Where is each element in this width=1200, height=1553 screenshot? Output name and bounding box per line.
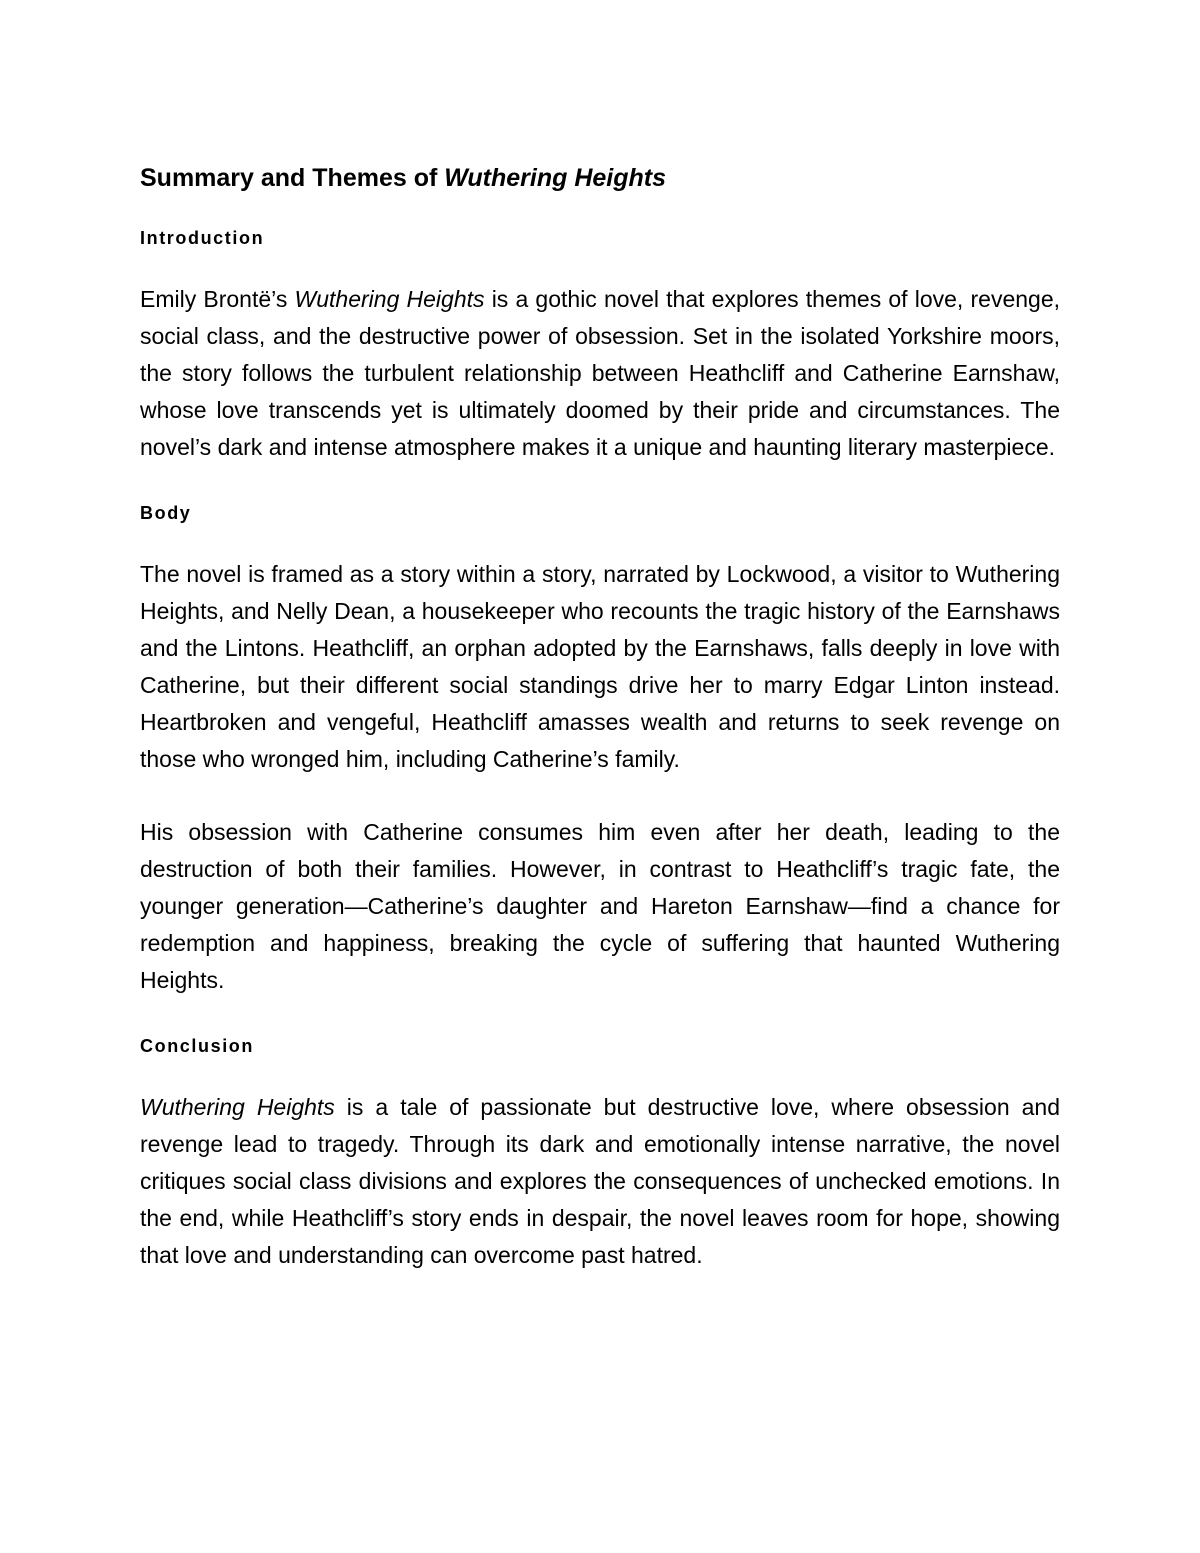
title-work-italic: Wuthering Heights: [444, 164, 667, 192]
section-heading-introduction: Introduction: [140, 228, 265, 248]
paragraph-text: is a gothic novel that explores themes of love, revenge, social class, and the destructive power of obsession. Set in the isolated Yorkshire moors, the story follows the turbulent relationship between Heathcliff and Catherine Earnshaw, whose love transcends yet is ultimately doomed by their pride and circumstances. The novel’s dark and intense atmosphere makes it a unique and haunting literary masterpiece.: [140, 286, 1060, 460]
title-text: Summary and Themes of: [140, 164, 445, 192]
section-heading-body: Body: [140, 503, 192, 523]
paragraph-text: Emily Brontë’s: [140, 286, 295, 312]
book-title-italic: Wuthering Heights: [140, 1094, 335, 1120]
section-heading-conclusion: Conclusion: [140, 1036, 254, 1056]
book-title-italic: Wuthering Heights: [294, 286, 485, 312]
document-title: [140, 163, 1060, 193]
conclusion-paragraph: [140, 1089, 1060, 1274]
introduction-paragraph: [140, 281, 1060, 466]
body-paragraph-1: The novel is framed as a story within a story, narrated by Lockwood, a visitor to Wuthering Heights, and Nelly Dean, a housekeeper who recounts the tragic history of the Earnshaws and the Lintons. Heathcliff, an orphan adopted by the Earnshaws, falls deeply in love with Catherine, but their different social standings drive her to marry Edgar Linton instead. Heartbroken and vengeful, Heathcliff amasses wealth and returns to seek revenge on those who wronged him, including Catherine’s family.: [140, 561, 1060, 772]
paragraph-text: is a tale of passionate but destructive love, where obsession and revenge lead to tragedy. Through its dark and emotionally intense narrative, the novel critiques social class divisions and explores the consequences of unchecked emotions. In the end, while Heathcliff’s story ends in despair, the novel leaves room for hope, showing that love and understanding can overcome past hatred.: [140, 1094, 1060, 1268]
body-paragraph-2: His obsession with Catherine consumes him even after her death, leading to the destruction of both their families. However, in contrast to Heathcliff’s tragic fate, the younger generation—Catherine’s daughter and Hareton Earnshaw—find a chance for redemption and happiness, breaking the cycle of suffering that haunted Wuthering Heights.: [140, 819, 1060, 993]
